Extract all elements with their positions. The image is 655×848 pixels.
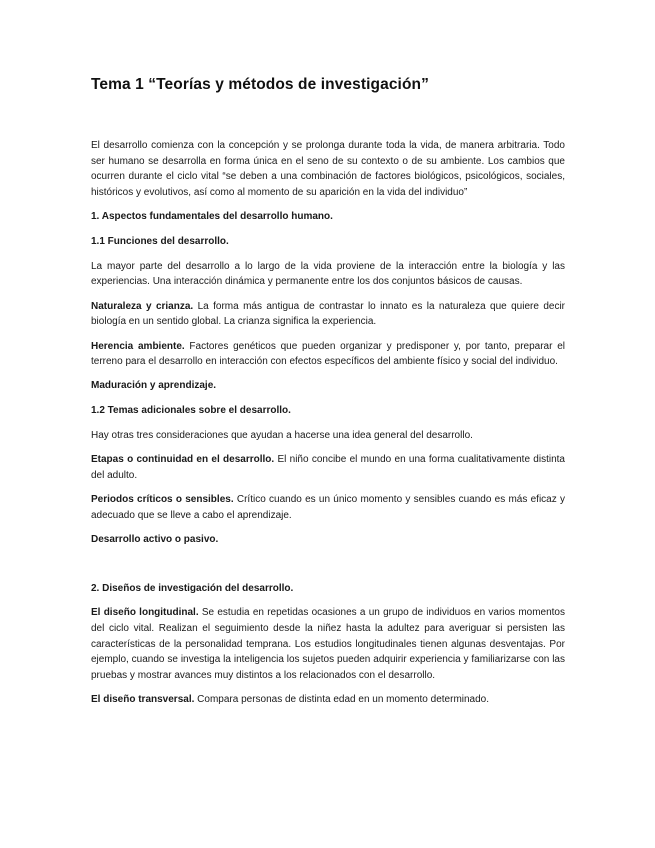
herencia-paragraph [91,339,565,370]
etapas-text: El niño concibe el mundo en una forma cualitativamente distinta del adulto. [91,454,565,481]
section-spacer [91,557,565,581]
herencia-term: Herencia ambiente. [91,340,185,352]
subsection-1-2-paragraph: Hay otras tres consideraciones que ayudan a hacerse una idea general del desarrollo. [91,429,473,441]
transversal-paragraph [91,692,565,708]
longitudinal-paragraph [91,605,565,684]
periodos-term: Periodos críticos o sensibles. [91,493,234,505]
section-1-heading: 1. Aspectos fundamentales del desarrollo humano. [91,211,333,223]
periodos-paragraph [91,492,565,523]
subsection-1-2-heading: 1.2 Temas adicionales sobre el desarrollo. [91,405,291,417]
intro-paragraph: El desarrollo comienza con la concepción y se prolonga durante toda la vida, de manera arbitraria. Todo ser humano se desarrolla en forma única en el seno de su contexto o de su ambiente. Los cambios que ocurren durante el ciclo vital “se deben a una combinación de factores biológicos, psicológicos, sociales, históricos y evolutivos, así como al momento de su aparición en la vida del individuo” [91,140,565,199]
periodos-text: Crítico cuando es un único momento y sensibles cuando es más eficaz y adecuado que se lleve a cabo el aprendizaje. [91,493,565,521]
section-2-heading: 2. Diseños de investigación del desarrollo. [91,582,294,594]
transversal-text: Compara personas de distinta edad en un momento determinado. [194,694,490,706]
subsection-1-1-paragraph: La mayor parte del desarrollo a lo largo de la vida proviene de la interacción entre la biología y las experiencias. Una interacción dinámica y permanente entre los dos conjuntos básicos de causas. [91,260,565,288]
transversal-term: El diseño transversal. [91,694,195,706]
subsection-1-1-heading: 1.1 Funciones del desarrollo. [91,236,229,248]
longitudinal-term: El diseño longitudinal. [91,607,199,619]
naturaleza-text: La forma más antigua de contrastar lo innato es la naturaleza que quiere decir biología en un sentido global. La crianza significa la experiencia. [91,300,565,328]
naturaleza-term: Naturaleza y crianza. [91,300,194,312]
desarrollo-activo-heading: Desarrollo activo o pasivo. [91,533,219,545]
longitudinal-text: Se estudia en repetidas ocasiones a un grupo de individuos en varios momentos del ciclo vital. Realizan el seguimiento desde la niñez hasta la adultez para averiguar si persisten las características de la personalidad temprana. Los estudios longitudinales tienen algunas desventajas. Por ejemplo, cuando se investiga la inteligencia los sujetos pueden adquirir experiencia y familiarizarse con las pruebas y mostrar avances muy distintos a los relacionados con el desarrollo. [91,607,565,682]
etapas-paragraph [91,452,565,483]
herencia-text: Factores genéticos que pueden organizar y predisponer y, por tanto, preparar el terreno para el desarrollo en interacción con efectos específicos del ambiente físico y social del individuo. [91,340,565,368]
maduracion-heading: Maduración y aprendizaje. [91,380,217,392]
naturaleza-paragraph [91,299,565,330]
document-title: Tema 1 “Teorías y métodos de investigación” [91,76,429,93]
etapas-term: Etapas o continuidad en el desarrollo. [91,454,275,466]
